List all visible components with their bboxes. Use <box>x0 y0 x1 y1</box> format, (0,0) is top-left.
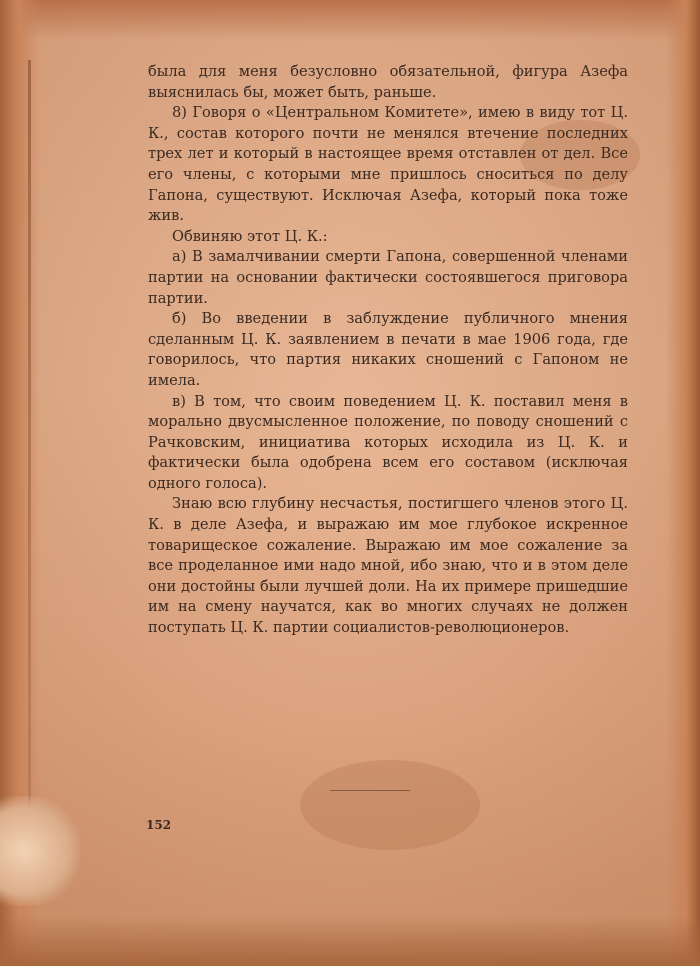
paragraph-2: 8) Говоря о «Центральном Комитете», имею в виду тот Ц. К., состав которого почти не менялся втечение последних трех лет и который в настоящее время отставлен от дел. Все его члены, с которыми мне пришлось сноситься по делу Гапона, существуют. Исключая Азефа, который пока тоже жив. <box>148 104 628 225</box>
page-crease <box>28 60 31 840</box>
divider-line <box>330 790 410 791</box>
page-edge-top <box>0 0 700 40</box>
paragraph-7: Знаю всю глубину несчастья, постигшего членов этого Ц. К. в деле Азефа, и выражаю им мое глубокое искренное товарищеское сожаление. Выражаю им мое сожаление за все проделанное ими надо мной, ибо знаю, что и в этом деле они достойны были лучшей доли. На их примере пришедшие им на смену научатся, как во многих случаях не должен поступать Ц. К. партии социалистов-революционеров. <box>148 495 628 637</box>
page-number: 152 <box>146 818 172 832</box>
page-edge-right <box>666 0 700 966</box>
paragraph-5: б) Во введении в заблуждение публичного мнения сделанным Ц. К. заявлением в печати в мае 1906 года, где говорилось, что партия никаких сношений с Гапоном не имела. <box>148 310 628 389</box>
torn-corner <box>0 796 80 906</box>
paragraph-3: Обвиняю этот Ц. К.: <box>172 227 328 245</box>
paragraph-6: в) В том, что своим поведением Ц. К. поставил меня в морально двусмысленное положение, по поводу сношений с Рачковским, инициатива которых исходила из Ц. К. и фактически была одобрена всем его составом (исключая одного голоса). <box>148 392 628 492</box>
body-text <box>148 62 628 639</box>
page-edge-bottom <box>0 916 700 966</box>
paper-stain <box>300 760 480 850</box>
paragraph-4: а) В замалчивании смерти Гапона, совершенной членами партии на основании фактически состоявшегося приговора партии. <box>148 248 628 307</box>
paragraph-1: была для меня безусловно обязательной, фигура Азефа выяснилась бы, может быть, раньше. <box>148 63 628 101</box>
